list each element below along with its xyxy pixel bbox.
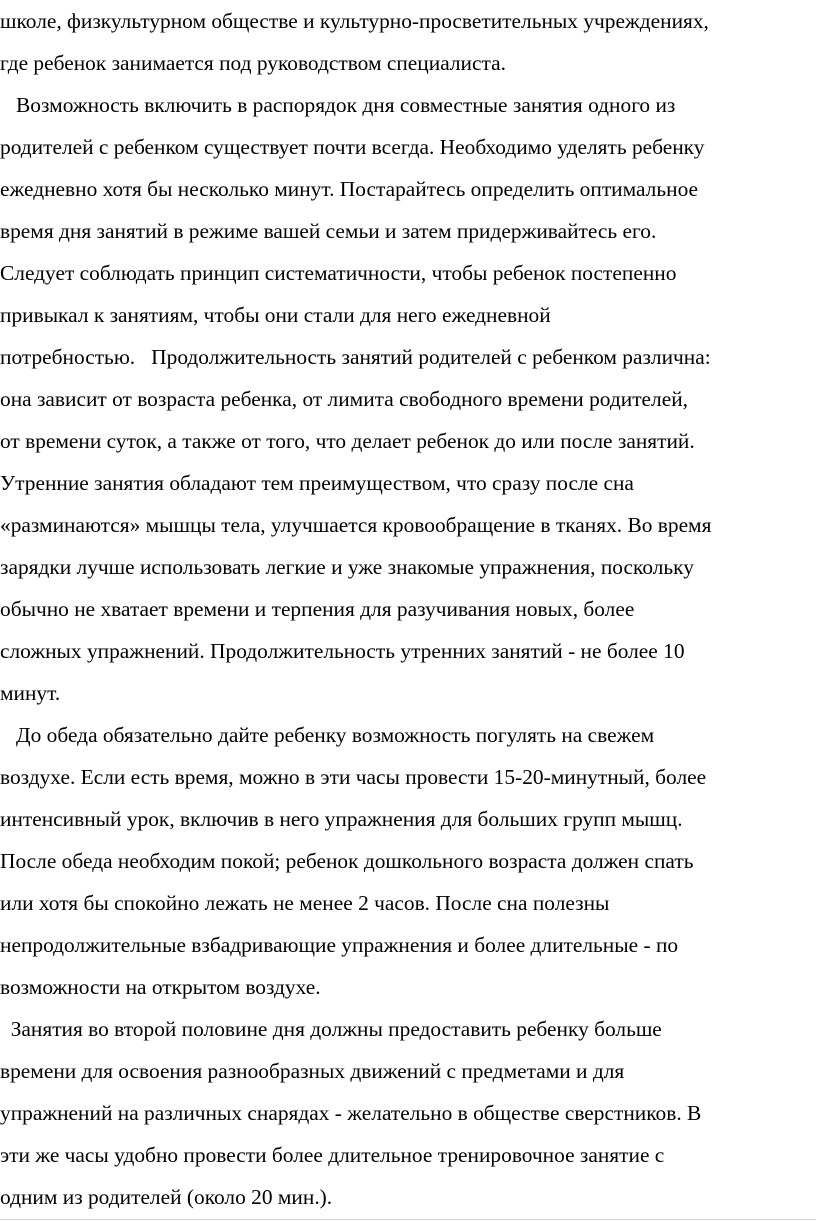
- text-line: одним из родителей (около 20 мин.).: [0, 1185, 333, 1209]
- text-line: «разминаются» мышцы тела, улучшается кровообращение в тканях. Во время: [0, 513, 712, 537]
- text-line: До обеда обязательно дайте ребенку возможность погулять на свежем: [0, 723, 655, 747]
- text-line: времени для освоения разнообразных движений с предметами и для: [0, 1059, 625, 1083]
- text-line: она зависит от возраста ребенка, от лимита свободного времени родителей,: [0, 387, 688, 411]
- text-line: Следует соблюдать принцип систематичности, чтобы ребенок постепенно: [0, 261, 677, 285]
- text-line: время дня занятий в режиме вашей семьи и затем придерживайтесь его.: [0, 219, 657, 243]
- text-line: Занятия во второй половине дня должны предоставить ребенку больше: [0, 1017, 662, 1041]
- text-line: Утренние занятия обладают тем преимуществом, что сразу после сна: [0, 471, 634, 495]
- text-line: родителей с ребенком существует почти всегда. Необходимо уделять ребенку: [0, 135, 705, 159]
- text-line: эти же часы удобно провести более длительное тренировочное занятие с: [0, 1143, 665, 1167]
- text-line: привыкал к занятиям, чтобы они стали для него ежедневной: [0, 303, 551, 327]
- text-line: сложных упражнений. Продолжительность утренних занятий - не более 10: [0, 639, 685, 663]
- text-line: Возможность включить в распорядок дня совместные занятия одного из: [0, 93, 676, 117]
- text-line: или хотя бы спокойно лежать не менее 2 часов. После сна полезны: [0, 891, 610, 915]
- text-line: возможности на открытом воздухе.: [0, 975, 321, 999]
- text-line: обычно не хватает времени и терпения для разучивания новых, более: [0, 597, 635, 621]
- text-line: где ребенок занимается под руководством специалиста.: [0, 51, 506, 75]
- text-line: потребностью. Продолжительность занятий родителей с ребенком различна:: [0, 345, 711, 369]
- text-line: непродолжительные взбадривающие упражнения и более длительные - по: [0, 933, 679, 957]
- text-line: упражнений на различных снарядах - желательно в обществе сверстников. В: [0, 1101, 702, 1125]
- text-line: минут.: [0, 681, 61, 705]
- text-line: от времени суток, а также от того, что делает ребенок до или после занятий.: [0, 429, 695, 453]
- page-bottom-divider: [0, 1219, 816, 1220]
- text-line: После обеда необходим покой; ребенок дошкольного возраста должен спать: [0, 849, 694, 873]
- text-line: школе, физкультурном обществе и культурно-просветительных учреждениях,: [0, 9, 709, 33]
- text-line: интенсивный урок, включив в него упражнения для больших групп мышц.: [0, 807, 683, 831]
- text-line: зарядки лучше использовать легкие и уже знакомые упражнения, поскольку: [0, 555, 694, 579]
- text-line: воздухе. Если есть время, можно в эти часы провести 15-20-минутный, более: [0, 765, 707, 789]
- text-line: ежедневно хотя бы несколько минут. Постарайтесь определить оптимальное: [0, 177, 699, 201]
